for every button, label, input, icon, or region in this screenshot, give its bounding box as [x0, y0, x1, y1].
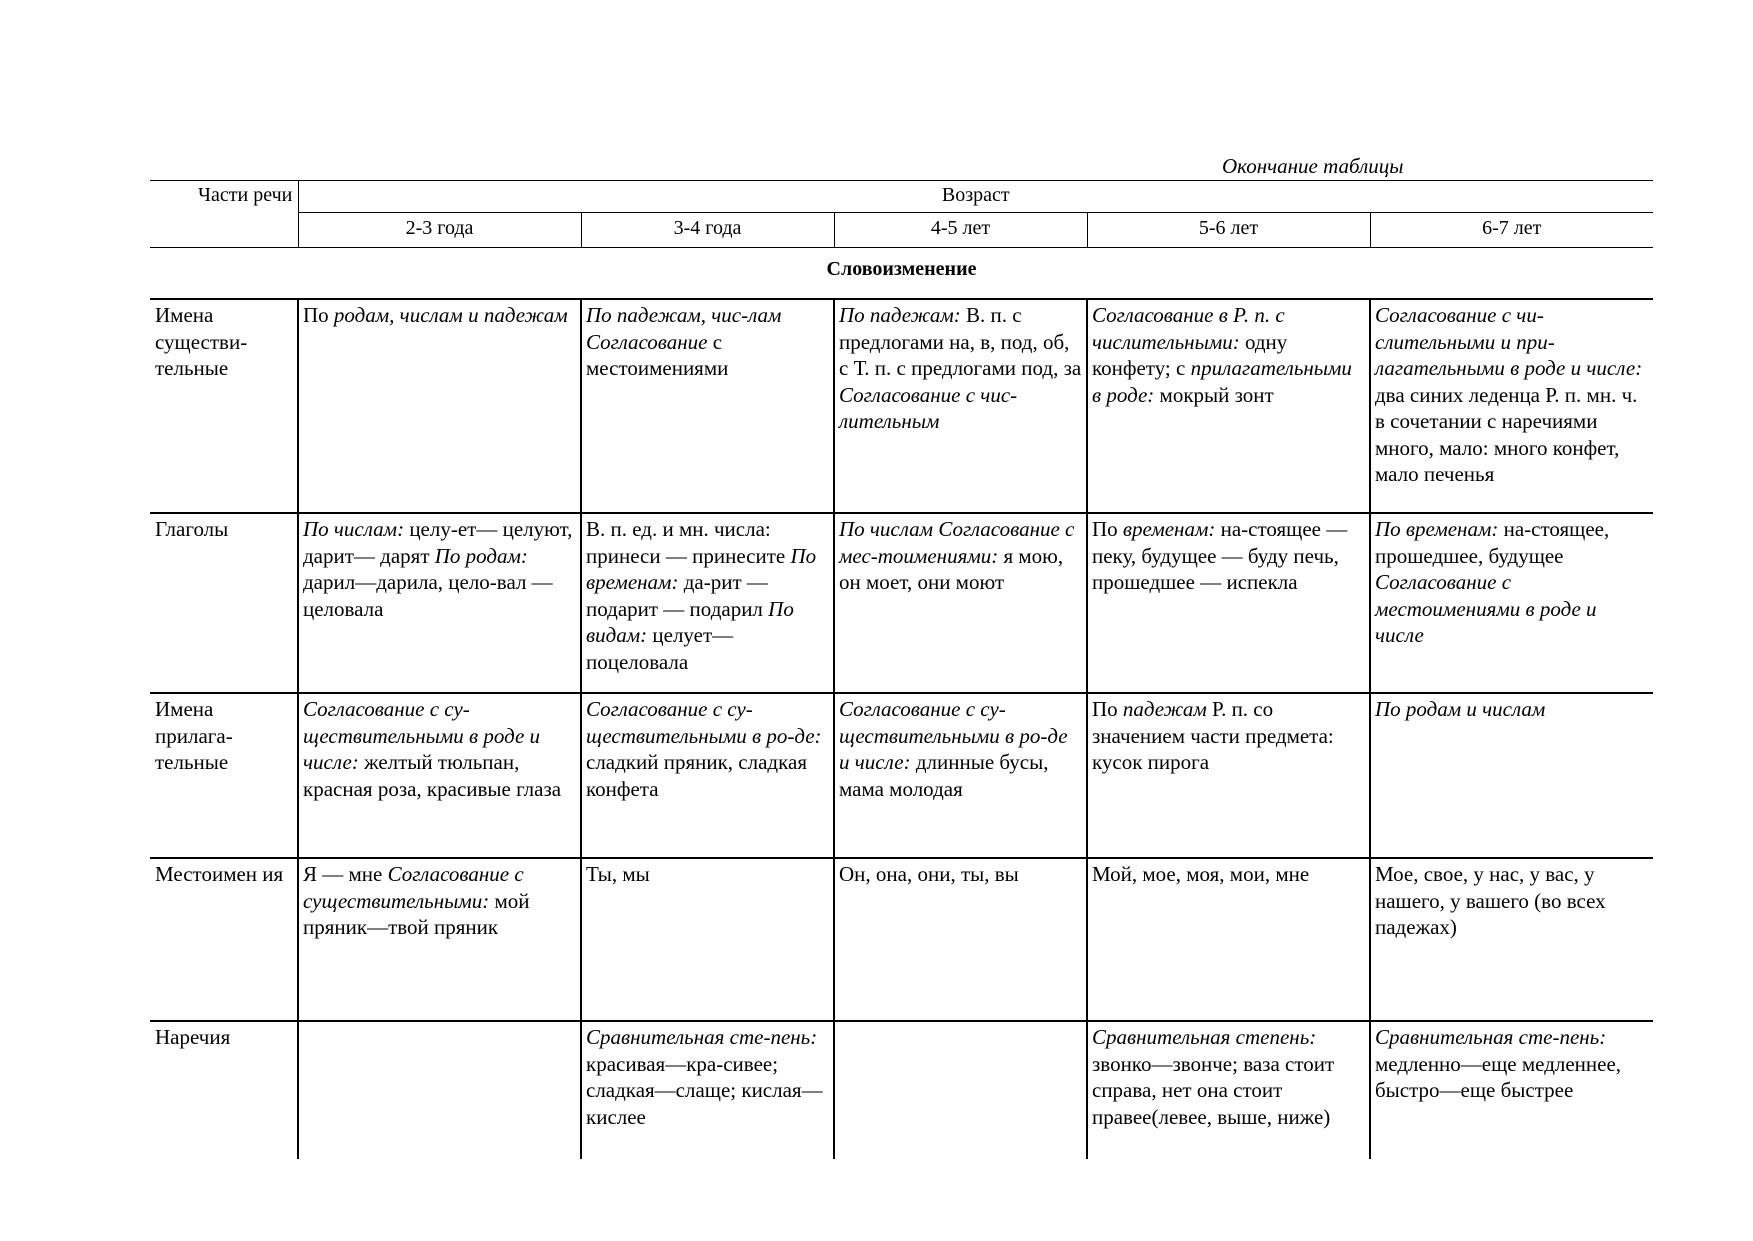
cell-text: Согласование в Р. п. с числительными: [1092, 303, 1285, 354]
cell-text: Согласование с су-ществительными в роде и числе: [303, 697, 541, 774]
table-cell [298, 299, 581, 513]
cell-text: прилагательными в роде: [1092, 356, 1352, 407]
table-row [150, 1021, 1653, 1159]
table-row [150, 299, 1653, 513]
table-cell [581, 858, 834, 1021]
cell-text: Мой, мое, моя, мои, мне [1092, 862, 1310, 886]
table-cell [298, 513, 581, 693]
table-cell [1370, 1021, 1653, 1159]
cell-text: Согласование с су-ществительными в ро-де и числе: [839, 697, 1068, 774]
header-age-col: 6-7 лет [1370, 213, 1653, 248]
cell-text: два синих леденца Р. п. мн. ч. в сочетании с наречиями много, мало: много конфет, мало печенья [1375, 382, 1638, 486]
table-cell [834, 693, 1087, 858]
table-cell [834, 858, 1087, 1021]
table-cell [581, 693, 834, 858]
cell-text: медленно—еще медленнее, быстро—еще быстрее [1375, 1051, 1622, 1102]
table-cell [298, 858, 581, 1021]
cell-text: Р. п. со значением части предмета: кусок пирога [1092, 697, 1334, 774]
cell-text: По родам и числам [1375, 697, 1546, 721]
cell-text: По [1092, 697, 1123, 721]
cell-text: дарил—дарила, цело-вал — целовала [303, 570, 553, 621]
cell-text: Согласование с чи-слительными и при-лагательными в роде и числе: [1375, 303, 1643, 380]
cell-text: В. п. ед. и мн. числа: принеси — принесите [586, 517, 791, 568]
cell-text: красивая—кра-сивее; сладкая—слаще; кислая—кислее [586, 1051, 823, 1129]
cell-text: По падежам, чис-лам Согласование [586, 303, 782, 354]
table-cell [298, 1021, 581, 1159]
table-row [150, 693, 1653, 858]
header-age-col: 4-5 лет [834, 213, 1087, 248]
header-parts-of-speech: Части речи [150, 181, 298, 248]
table-cell [581, 1021, 834, 1159]
section-row [150, 248, 1653, 300]
header-row-ages [150, 213, 1653, 248]
cell-text: на-стоящее, прошедшее, будущее [1375, 517, 1610, 568]
cell-text: на-стоящее — пеку, будущее — буду печь, прошедшее — испекла [1092, 517, 1348, 594]
inflection-table [150, 180, 1653, 1159]
cell-text: Ты, мы [586, 862, 650, 886]
cell-text: я мою, он моет, они моют [839, 543, 1064, 594]
cell-text: временам: [1122, 517, 1216, 541]
cell-text: да-рит — подарит — подарил [586, 570, 769, 621]
cell-text: одну конфету; с [1092, 329, 1288, 380]
cell-text: падежам [1122, 697, 1207, 721]
cell-text: По временам: [1375, 517, 1499, 541]
table-cell [1087, 299, 1370, 513]
cell-text: с местоимениями [586, 329, 729, 380]
table-cell [1087, 693, 1370, 858]
table-row [150, 858, 1653, 1021]
table-row [150, 513, 1653, 693]
cell-text: Мое, свое, у нас, у вас, у нашего, у вашего (во всех падежах) [1375, 862, 1606, 939]
cell-text: Согласование с су-ществительными в ро-де: [586, 697, 822, 748]
cell-text: мой пряник—твой пряник [303, 888, 530, 939]
table-cell [834, 299, 1087, 513]
cell-text: мокрый зонт [1154, 382, 1274, 407]
cell-text: По [303, 303, 334, 327]
cell-text: Согласование с существительными: [303, 862, 524, 913]
table-cell [834, 513, 1087, 693]
cell-text: По [1092, 517, 1123, 541]
table-cell [581, 299, 834, 513]
section-title: Словоизменение [826, 258, 977, 280]
part-of-speech-cell: Глаголы [150, 513, 298, 693]
header-age-col: 5-6 лет [1087, 213, 1370, 248]
cell-text: Сравнительная сте-пень: [586, 1025, 818, 1049]
cell-text: Он, она, они, ты, вы [839, 862, 1019, 886]
table-cell [298, 693, 581, 858]
header-age-col: 2-3 года [298, 213, 581, 248]
table-cell [1087, 858, 1370, 1021]
part-of-speech-cell: Имена существи-тельные [150, 299, 298, 513]
table-cell [1370, 299, 1653, 513]
header-row-top [150, 181, 1653, 213]
part-of-speech-cell: Имена прилага-тельные [150, 693, 298, 858]
table-cell [1087, 513, 1370, 693]
cell-text: Сравнительная сте-пень: [1375, 1025, 1607, 1049]
header-age: Возраст [298, 181, 1653, 213]
table-cell [834, 1021, 1087, 1159]
cell-text: звонко—звонче; ваза стоит справа, нет она стоит правее(левее, выше, ниже) [1092, 1051, 1335, 1129]
cell-text: целует— поцеловала [586, 623, 734, 674]
table-cell [1370, 858, 1653, 1021]
table-body [150, 299, 1653, 1159]
cell-text: родам, числам и падежам [333, 303, 568, 327]
cell-text: В. п. с предлогами на, в, под, об, с Т. п. с предлогами под, за [839, 303, 1082, 380]
cell-text: длинные бусы, мама молодая [839, 750, 1049, 801]
table-cell [1087, 1021, 1370, 1159]
part-of-speech-cell: Местоимен ия [150, 858, 298, 1021]
cell-text: По падежам: [839, 303, 961, 327]
cell-text: По числам Согласование с мес-тоимениями: [839, 517, 1075, 568]
cell-text: По временам: [586, 543, 817, 594]
table-cell [1370, 513, 1653, 693]
table-cell [581, 513, 834, 693]
cell-text: целу-ет— целуют, дарит— дарят [303, 517, 573, 568]
part-of-speech-cell: Наречия [150, 1021, 298, 1159]
table-continuation-caption: Окончание таблицы [1222, 154, 1404, 178]
cell-text: желтый тюльпан, красная роза, красивые глаза [303, 750, 562, 801]
cell-text: По числам: [303, 517, 405, 541]
cell-text: По родам: [434, 543, 528, 568]
cell-text: Я — мне [303, 862, 388, 886]
cell-text: Сравнительная степень: [1092, 1025, 1317, 1049]
cell-text: По видам: [586, 596, 794, 647]
cell-text: сладкий пряник, сладкая конфета [586, 750, 807, 801]
cell-text: Согласование с местоимениями в роде и числе [1375, 570, 1597, 647]
cell-text: Согласование с чис-лительным [839, 382, 1018, 433]
table-cell [1370, 693, 1653, 858]
header-age-col: 3-4 года [581, 213, 834, 248]
